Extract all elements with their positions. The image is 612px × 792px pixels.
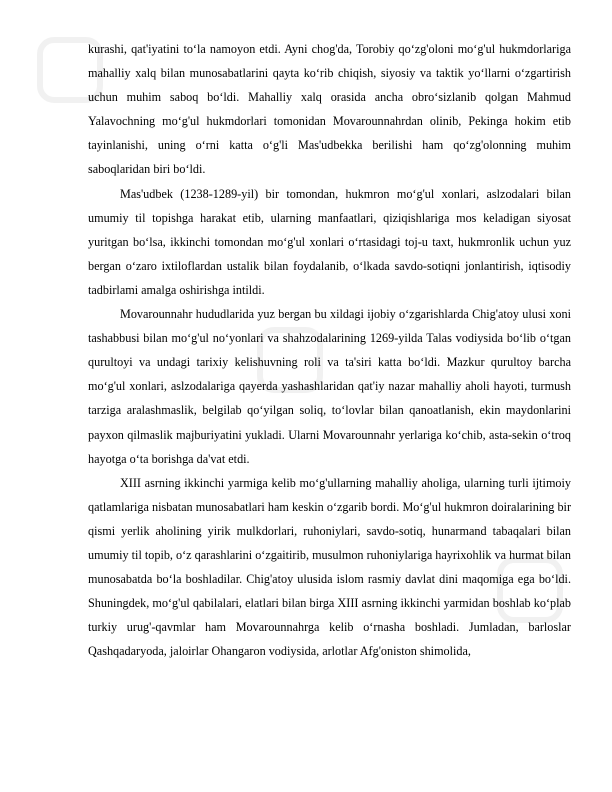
paragraph-1: kurashi, qat'iyatini to‘la namoyon etdi. Ayni chog'da, Torobiy qo‘zg'oloni mo‘g'ul hukmdorlariga mahalliy xalq bilan munosabatlarini qayta ko‘rib chiqish, siyosiy va taktik yo‘llarni o‘zgartirish uchun muhim saboq bo‘ldi. Mahalliy xalq orasida ancha obro‘sizlanib qolgan Mahmud Yalavochning mo‘g'ul hukmdorlari tomonidan Movarounnahrdan olinib, Pekinga hokim etib tayinlanishi, uning o‘rni katta o‘g'li Mas'udbekka berilishi ham qo‘zg'olonning muhim saboqlaridan biri bo‘ldi. xyxy=(88,42,571,177)
paragraph-2: Mas'udbek (1238-1289-yil) bir tomondan, hukmron mo‘g'ul xonlari, aslzodalari bilan umumiy til topishga harakat etib, ularning manfaatlari, qiziqishlariga mos keladigan siyosat yuritgan bo‘lsa, ikkinchi tomondan mo‘g'ul xonlari o‘rtasidagi toj-u taxt, hukmronlik uchun yuz bergan o‘zaro ixtiloflardan ustalik bilan foydalanib, o‘lkada savdo-sotiqni jonlantirish, iqtisodiy tadbirlami amalga oshirishga intildi. xyxy=(88,186,571,297)
paragraph-3: Movarounnahr hududlarida yuz bergan bu xildagi ijobiy o‘zgarishlarda Chig'atoy ulusi xoni tashabbusi bilan mo‘g'ul no‘yonlari va shahzodalarining 1269-yilda Talas vodiysida bo‘lib o‘tgan qurultoyi va undagi tarixiy kelishuvning roli va ta'siri katta bo‘ldi. Mazkur qurultoy barcha mo‘g'ul xonlari, aslzodalariga qayerda yashashlaridan qat'iy nazar mahalliy aholi hayoti, turmush tarziga aralashmaslik, belgilab qo‘yilgan soliq, to‘lovlar bilan qanoatlanish, ekin maydonlarini payxon qilmaslik majburiyatini yukladi. Ularni Movarounnahr yerlariga ko‘chib, asta-sekin o‘troq hayotga o‘ta borishga da'vat etdi. xyxy=(88,307,571,466)
document-page xyxy=(88,37,571,663)
paragraph-4: XIII asrning ikkinchi yarmiga kelib mo‘g'ullarning mahalliy aholiga, ularning turli ijtimoiy qatlamlariga nisbatan munosabatlari ham keskin o‘zgarib bordi. Mo‘g'ul hukmron doiralarining bir qismi yerlik aholining yirik mulkdorlari, ruhoniylari, savdo-sotiq, hunarmand tabaqalari bilan umumiy til topib, o‘z qarashlarini o‘zgaitirib, musulmon ruhoniylariga hayrixohlik va hurmat bilan munosabatda bo‘la boshladilar. Chig'atoy ulusida islom rasmiy davlat dini maqomiga ega bo‘ldi. Shuningdek, mo‘g'ul qabilalari, elatlari bilan birga XIII asrning ikkinchi yarmidan boshlab ko‘plab turkiy urug'-qavmlar ham Movarounnahrga kelib o‘rnasha boshladi. Jumladan, barloslar Qashqadaryoda, jaloirlar Ohangaron vodiysida, arlotlar Afg'oniston shimolida, xyxy=(88,475,572,659)
